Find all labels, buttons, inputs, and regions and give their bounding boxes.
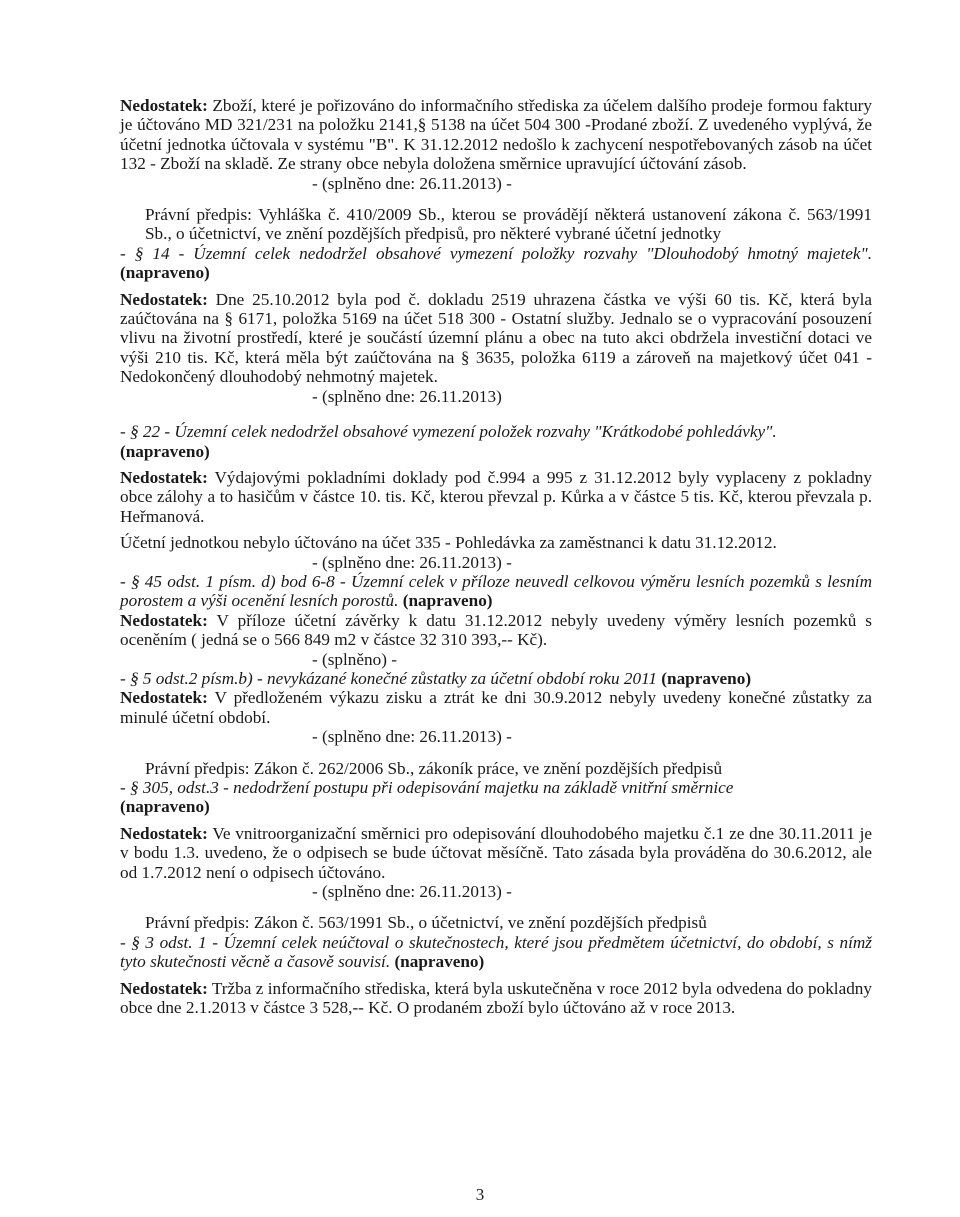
violation-text: - § 5 odst.2 písm.b) - nevykázané konečné zůstatky za účetní období roku 2011 <box>120 668 657 688</box>
finding-2 <box>120 290 872 387</box>
plain-paragraph: Účetní jednotkou nebylo účtováno na účet 335 - Pohledávka za zaměstnanci k datu 31.12.2012. <box>120 533 777 553</box>
remedied-badge: (napraveno) <box>120 263 210 283</box>
violation-paragraph <box>120 572 872 611</box>
finding-label: Nedostatek: <box>120 823 208 843</box>
remedied-badge: (napraveno) <box>120 441 210 461</box>
document-body <box>120 96 872 1017</box>
finding-text: Ve vnitroorganizační směrnici pro odepisování dlouhodobého majetku č.1 ze dne 30.11.2011 je v bodu 1.3. uvedeno, že o odpisech se bude účtovat měsíčně. Tato zásada byla prováděna do 30.6.2012, ale od 1.7.2012 není o odpisech účtováno. <box>120 823 872 882</box>
finding-label: Nedostatek: <box>120 289 208 309</box>
remedied-badge: (napraveno) <box>120 797 210 817</box>
status-line: - (splněno dne: 26.11.2013) - <box>312 552 512 572</box>
page-number: 3 <box>475 1185 485 1204</box>
violation-text: - § 3 odst. 1 - Územní celek neúčtoval o skutečnostech, které jsou předmětem účetnictví, do období, s nímž tyto skutečnosti věcně a časově souvisí. <box>120 932 872 972</box>
finding-text: Dne 25.10.2012 byla pod č. dokladu 2519 uhrazena částka ve výši 60 tis. Kč, která byla zaúčtována na § 6171, položka 5169 na účet 518 300 - Ostatní služby. Jednalo se o vypracování posouzení vlivu na životní prostředí, které je součástí územní plánu a obec na tuto akci obdržela investiční dotaci ve výši 210 tis. Kč, která měla být zaúčtována na § 3635, položka 6119 a zároveň na majetkový účet 041 - Nedokončený dlouhodobý nehmotný majetek. <box>120 289 872 387</box>
violation-paragraph <box>120 422 872 461</box>
finding-text: Tržba z informačního střediska, která byla uskutečněna v roce 2012 byla odvedena do pokladny obce dne 2.1.2013 v částce 3 528,-- Kč. O prodaném zboží bylo účtováno až v roce 2013. <box>120 978 872 1018</box>
status-line: - (splněno) - <box>312 649 397 669</box>
violation-paragraph <box>120 933 872 972</box>
violation-text: - § 22 - Územní celek nedodržel obsahové vymezení položek rozvahy "Krátkodobé pohledávky". <box>120 422 777 442</box>
status-line: - (splněno dne: 26.11.2013) - <box>312 882 512 902</box>
remedied-badge: (napraveno) <box>402 591 493 611</box>
violation-paragraph <box>120 778 872 817</box>
finding-7 <box>120 979 872 1018</box>
finding-4 <box>120 611 872 650</box>
legal-reference: Právní předpis: Zákon č. 262/2006 Sb., zákoník práce, ve znění pozdějších předpisů <box>145 758 723 778</box>
legal-reference: Právní předpis: Vyhláška č. 410/2009 Sb., kterou se provádějí některá ustanovení zákona č. 563/1991 Sb., o účetnictví, ve znění pozdějších předpisů, pro některé vybrané účetní jednotky <box>145 205 872 244</box>
finding-6 <box>120 824 872 882</box>
violation-paragraph <box>120 244 872 283</box>
status-line: - (splněno dne: 26.11.2013) <box>312 386 502 406</box>
finding-label: Nedostatek: <box>120 688 208 708</box>
finding-label: Nedostatek: <box>120 467 208 487</box>
violation-paragraph <box>120 669 872 688</box>
finding-5 <box>120 688 872 727</box>
finding-label: Nedostatek: <box>120 610 208 630</box>
violation-text: - § 14 - Územní celek nedodržel obsahové vymezení položky rozvahy "Dlouhodobý hmotný majetek". <box>120 243 872 263</box>
finding-text: Výdajovými pokladními doklady pod č.994 a 995 z 31.12.2012 byly vyplaceny z pokladny obce zálohy a to hasičům v částce 10. tis. Kč, kterou převzal p. Kůrka a v částce 5 tis. Kč, kterou převzala p. Heřmanová. <box>120 467 872 526</box>
finding-label: Nedostatek: <box>120 96 208 115</box>
remedied-badge: (napraveno) <box>394 952 485 972</box>
remedied-badge: (napraveno) <box>661 668 752 688</box>
finding-text: V předloženém výkazu zisku a ztrát ke dni 30.9.2012 nebyly uvedeny konečné zůstatky za minulé účetní období. <box>120 688 872 727</box>
status-line: - (splněno dne: 26.11.2013) - <box>312 173 512 193</box>
finding-text: V příloze účetní závěrky k datu 31.12.2012 nebyly uvedeny výměry lesních pozemků s oceněním ( jedná se o 566 849 m2 v částce 32 310 393,-- Kč). <box>120 610 872 650</box>
violation-text: - § 45 odst. 1 písm. d) bod 6-8 - Územní celek v příloze neuvedl celkovou výměru lesních pozemků s lesním porostem a výši ocenění lesních porostů. <box>120 571 872 611</box>
finding-text: Zboží, které je pořizováno do informačního střediska za účelem dalšího prodeje formou faktury je účtováno MD 321/231 na položku 2141,§ 5138 na účet 504 300 -Prodané zboží. Z uvedeného vyplývá, že účetní jednotka účtovala v systému "B". K 31.12.2012 nedošlo k zachycení nespotřebovaných zásob na účet 132 - Zboží na skladě. Ze strany obce nebyla doložena směrnice upravující účtování zásob. <box>120 96 872 174</box>
finding-1 <box>120 96 872 174</box>
finding-3 <box>120 468 872 526</box>
legal-reference: Právní předpis: Zákon č. 563/1991 Sb., o účetnictví, ve znění pozdějších předpisů <box>145 913 707 933</box>
status-line: - (splněno dne: 26.11.2013) - <box>312 727 512 747</box>
finding-label: Nedostatek: <box>120 978 208 998</box>
violation-text: - § 305, odst.3 - nedodržení postupu při odepisování majetku na základě vnitřní směrnice <box>120 778 734 797</box>
